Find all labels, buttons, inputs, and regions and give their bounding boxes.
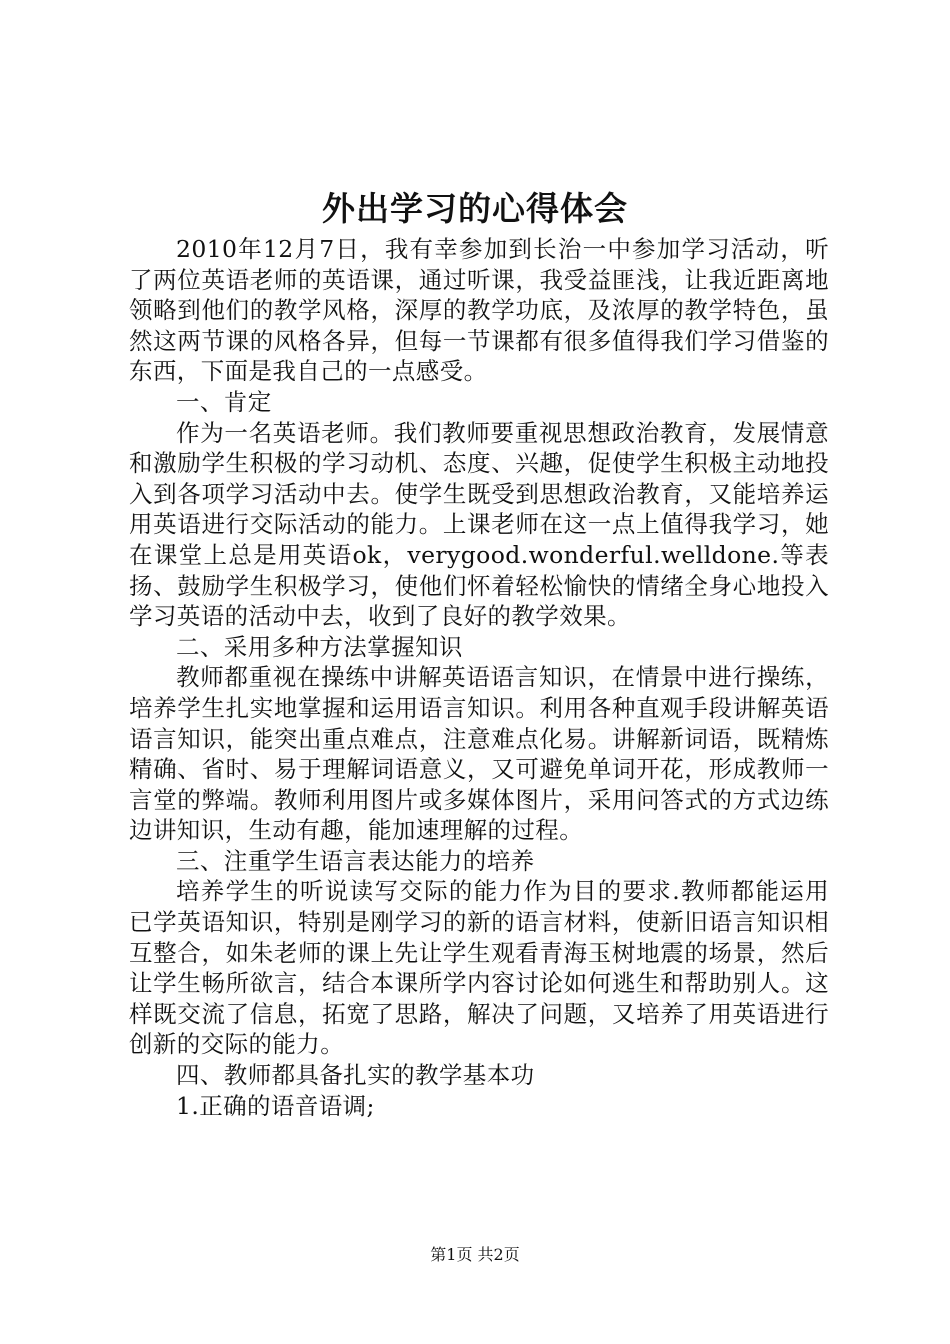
intro-paragraph: 2010年12月7日，我有幸参加到长治一中参加学习活动，听了两位英语老师的英语课，通过听课，我受益匪浅，让我近距离地领略到他们的教学风格，深厚的教学功底，及浓厚的教学特色，虽然这两节课的风格各异，但每一节课都有很多值得我们学习借鉴的东西，下面是我自己的一点感受。: [129, 235, 829, 386]
section-heading-1: 一、肯定: [176, 387, 272, 416]
section-1-paragraph: 作为一名英语老师。我们教师要重视思想政治教育，发展情意和激励学生积极的学习动机、态度、兴趣，促使学生积极主动地投入到各项学习活动中去。使学生既受到思想政治教育，又能培养运用英语进行交际活动的能力。上课老师在这一点上值得我学习，她在课堂上总是用英语ok，verygood.wonderful.welldone.等表扬、鼓励学生积极学习，使他们怀着轻松愉快的情绪全身心地投入学习英语的活动中去，收到了良好的教学效果。: [129, 418, 829, 631]
section-heading-4: 四、教师都具备扎实的教学基本功: [176, 1061, 535, 1090]
document-body: [129, 234, 829, 1121]
page-footer: 第1页 共2页: [430, 1245, 520, 1264]
document-title: 外出学习的心得体会: [322, 189, 628, 228]
section-heading-2: 二、采用多种方法掌握知识: [176, 632, 463, 661]
section-2-paragraph: 教师都重视在操练中讲解英语语言知识，在情景中进行操练，培养学生扎实地掌握和运用语言知识。利用各种直观手段讲解英语语言知识，能突出重点难点，注意难点化易。讲解新词语，既精炼精确、省时、易于理解词语意义，又可避免单词开花，形成教师一言堂的弊端。教师利用图片或多媒体图片，采用问答式的方式边练边讲知识，生动有趣，能加速理解的过程。: [129, 663, 829, 845]
section-heading-3: 三、注重学生语言表达能力的培养: [176, 846, 535, 875]
section-3-paragraph: 培养学生的听说读写交际的能力作为目的要求.教师都能运用已学英语知识，特别是刚学习的新的语言材料，使新旧语言知识相互整合，如朱老师的课上先让学生观看青海玉树地震的场景，然后让学生畅所欲言，结合本课所学内容讨论如何逃生和帮助别人。这样既交流了信息，拓宽了思路，解决了问题，又培养了用英语进行创新的交际的能力。: [129, 877, 829, 1059]
list-item-1: 1.正确的语音语调;: [176, 1091, 375, 1120]
